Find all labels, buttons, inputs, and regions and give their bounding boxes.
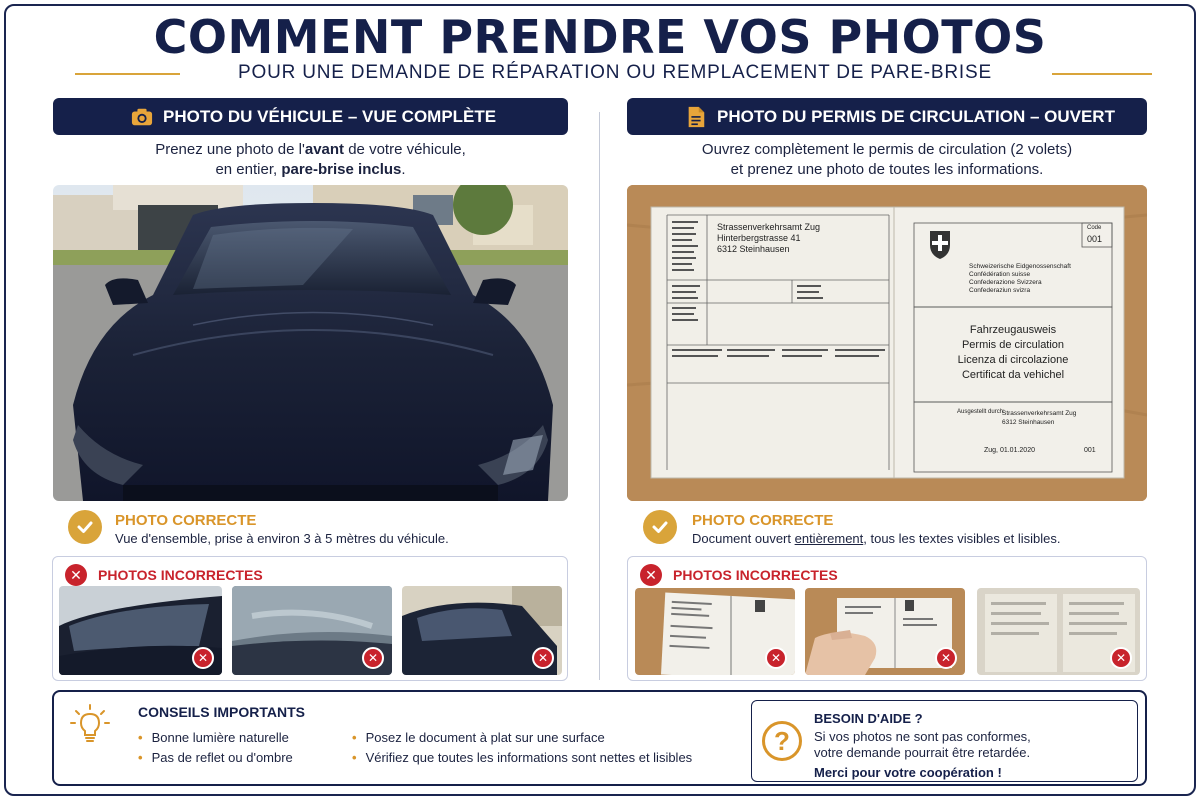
vehicle-incorrect-title: PHOTOS INCORRECTES bbox=[98, 567, 263, 583]
subtitle-divider-right bbox=[1052, 73, 1152, 75]
incorrect-photo-too-close bbox=[59, 586, 222, 675]
permit-office: Strassenverkehrsamt Zug bbox=[717, 222, 821, 232]
instruction-text: Ouvrez complètement le permis de circulation (2 volets) bbox=[701, 141, 1073, 158]
page-subtitle: POUR UNE DEMANDE DE RÉPARATION OU REMPLACEMENT DE PARE-BRISE bbox=[238, 62, 992, 83]
permit-date-code: 001 bbox=[1084, 447, 1096, 454]
confed-line: Confederaziun svizra bbox=[969, 287, 1031, 294]
desc-text: , tous les textes visibles et lisibles. bbox=[863, 531, 1061, 546]
help-panel bbox=[751, 700, 1138, 782]
tip-item: • Posez le document à plat sur une surface bbox=[352, 730, 605, 745]
desc-underlined: entièrement bbox=[794, 531, 864, 546]
column-divider bbox=[599, 112, 600, 680]
help-line: Si vos photos ne sont pas conformes, bbox=[814, 729, 1031, 744]
permit-code-label: Code bbox=[1087, 225, 1102, 231]
instruction-text: de votre véhicule, bbox=[344, 141, 466, 158]
reject-icon: ✕ bbox=[935, 647, 957, 669]
instruction-text: . bbox=[401, 161, 406, 178]
permit-correct-title: PHOTO CORRECTE bbox=[692, 512, 834, 529]
incorrect-photo-blurry bbox=[977, 588, 1140, 675]
permit-confederation bbox=[969, 263, 1071, 295]
check-icon bbox=[68, 510, 102, 544]
reject-icon: ✕ bbox=[362, 647, 384, 669]
instruction-text: et prenez une photo de toutes les informations. bbox=[730, 161, 1044, 178]
instruction-text: en entier, bbox=[215, 161, 282, 178]
permit-section-title: PHOTO DU PERMIS DE CIRCULATION – OUVERT bbox=[717, 106, 1115, 126]
help-thanks: Merci pour votre coopération ! bbox=[814, 765, 1002, 780]
permit-issued-block bbox=[1002, 409, 1076, 427]
vehicle-section-title: PHOTO DU VÉHICULE – VUE COMPLÈTE bbox=[163, 106, 497, 126]
permit-title-it: Licenza di circolazione bbox=[957, 354, 1069, 366]
document-icon bbox=[685, 106, 707, 128]
tip-item: • Bonne lumière naturelle bbox=[138, 730, 289, 745]
reject-icon: ✕ bbox=[1110, 647, 1132, 669]
permit-incorrect-box bbox=[627, 556, 1147, 681]
page-title: COMMENT PRENDRE VOS PHOTOS bbox=[153, 10, 1047, 64]
incorrect-photo-side-angle bbox=[402, 586, 562, 675]
instruction-bold: pare-brise inclus bbox=[281, 161, 402, 178]
confed-line: Schweizerische Eidgenossenschaft bbox=[969, 263, 1071, 270]
vehicle-instruction bbox=[53, 140, 568, 180]
permit-title-rm: Certificat da vehichel bbox=[961, 369, 1065, 381]
permit-address bbox=[717, 222, 820, 255]
permit-title-fr: Permis de circulation bbox=[961, 339, 1065, 351]
tip-item: • Vérifiez que toutes les informations sont nettes et lisibles bbox=[352, 750, 692, 765]
question-icon: ? bbox=[762, 721, 802, 761]
permit-code: 001 bbox=[1087, 234, 1103, 244]
instruction-bold: avant bbox=[304, 141, 345, 158]
subtitle-row bbox=[0, 62, 1200, 86]
tips-title: CONSEILS IMPORTANTS bbox=[138, 704, 305, 720]
camera-icon bbox=[131, 106, 153, 128]
vehicle-correct-photo bbox=[53, 185, 568, 501]
incorrect-photo-hand-covering bbox=[805, 588, 965, 675]
reject-icon: ✕ bbox=[765, 647, 787, 669]
error-icon: ✕ bbox=[65, 564, 87, 586]
permit-title-de: Fahrzeugausweis bbox=[969, 324, 1057, 336]
error-icon: ✕ bbox=[640, 564, 662, 586]
permit-city: 6312 Steinhausen bbox=[717, 244, 790, 254]
permit-title-block bbox=[914, 323, 1112, 383]
permit-correct-photo bbox=[627, 185, 1147, 501]
vehicle-incorrect-box bbox=[52, 556, 568, 681]
incorrect-photo-reflection bbox=[232, 586, 392, 675]
confed-line: Confederazione Svizzera bbox=[969, 279, 1042, 286]
permit-date: Zug, 01.01.2020 bbox=[984, 447, 1035, 454]
tips-panel bbox=[52, 690, 1147, 786]
reject-icon: ✕ bbox=[532, 647, 554, 669]
incorrect-photo-cropped bbox=[635, 588, 795, 675]
help-title: BESOIN D'AIDE ? bbox=[814, 711, 923, 726]
tip-item: • Pas de reflet ou d'ombre bbox=[138, 750, 293, 765]
permit-section-header bbox=[627, 98, 1147, 135]
instruction-text: Prenez une photo de l' bbox=[155, 141, 305, 158]
vehicle-correct-title: PHOTO CORRECTE bbox=[115, 512, 257, 529]
permit-correct-desc bbox=[692, 531, 1061, 546]
desc-text: Document ouvert bbox=[692, 531, 795, 546]
confed-line: Confédération suisse bbox=[969, 271, 1031, 278]
permit-incorrect-title: PHOTOS INCORRECTES bbox=[673, 567, 838, 583]
permit-issued-city: 6312 Steinhausen bbox=[1002, 419, 1055, 426]
reject-icon: ✕ bbox=[192, 647, 214, 669]
permit-street: Hinterbergstrasse 41 bbox=[717, 233, 801, 243]
vehicle-correct-desc: Vue d'ensemble, prise à environ 3 à 5 mètres du véhicule. bbox=[115, 531, 449, 546]
permit-issued-label: Ausgestellt durch: bbox=[957, 409, 1005, 415]
permit-issued-office: Strassenverkehrsamt Zug bbox=[1002, 410, 1077, 417]
vehicle-section-header bbox=[53, 98, 568, 135]
permit-instruction bbox=[627, 140, 1147, 180]
subtitle-divider-left bbox=[75, 73, 180, 75]
help-line: votre demande pourrait être retardée. bbox=[814, 745, 1031, 760]
lightbulb-icon bbox=[68, 702, 112, 746]
check-icon bbox=[643, 510, 677, 544]
